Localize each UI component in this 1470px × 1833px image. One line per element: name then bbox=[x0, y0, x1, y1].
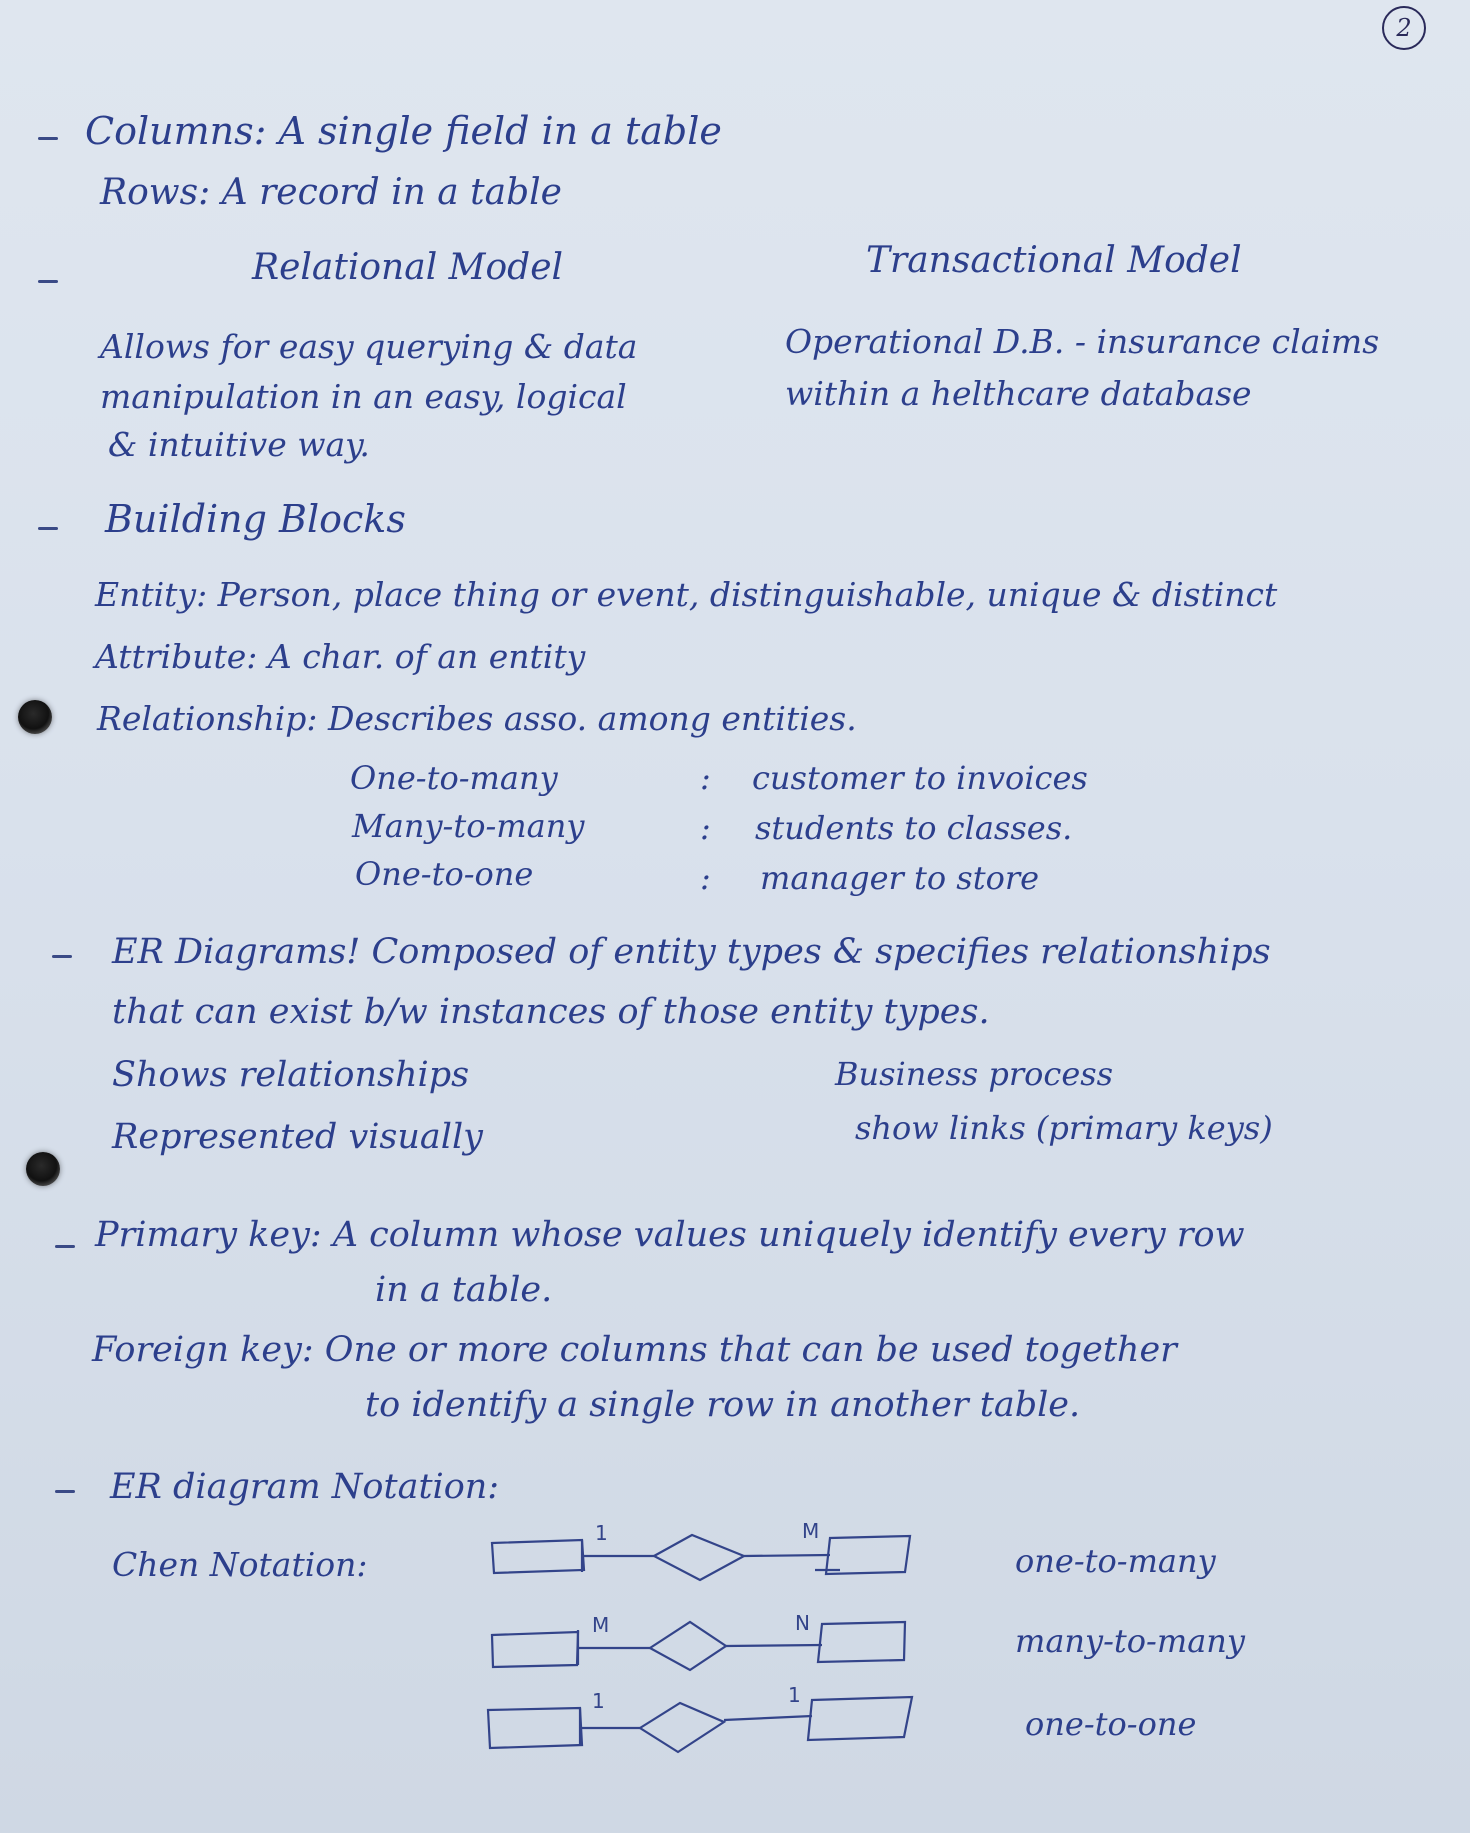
relational-line-1: Allows for easy querying & data bbox=[100, 327, 638, 366]
relationship-kind-3: One-to-one bbox=[355, 855, 534, 893]
chen-row-one-to-one bbox=[488, 1683, 912, 1752]
chen-row-one-to-many bbox=[492, 1519, 910, 1580]
notation-heading: ER diagram Notation: bbox=[110, 1467, 500, 1507]
notation-label-one-to-many: one-to-many bbox=[1015, 1542, 1216, 1580]
connector-line bbox=[724, 1716, 812, 1720]
entity-box-right bbox=[826, 1536, 910, 1574]
relationship-separator: : bbox=[700, 759, 711, 797]
building-blocks-heading: Building Blocks bbox=[105, 497, 406, 541]
relationship-kind-1: One-to-many bbox=[350, 759, 558, 797]
transactional-line-1: Operational D.B. - insurance claims bbox=[785, 322, 1380, 361]
transactional-model-heading: Transactional Model bbox=[866, 240, 1242, 281]
transactional-line-2: within a helthcare database bbox=[785, 374, 1252, 413]
notation-label-many-to-many: many-to-many bbox=[1015, 1622, 1245, 1660]
chen-notation-label: Chen Notation: bbox=[112, 1545, 368, 1584]
entity-box-right bbox=[808, 1697, 912, 1740]
connector-line bbox=[744, 1555, 830, 1556]
rows-definition: Rows: A record in a table bbox=[100, 172, 562, 213]
relationship-definition: Relationship: Describes asso. among entities. bbox=[97, 699, 857, 738]
connector-line bbox=[726, 1645, 822, 1646]
foreign-key-line-2: to identify a single row in another table. bbox=[365, 1385, 1081, 1425]
cardinality-right: 1 bbox=[788, 1683, 801, 1707]
cardinality-left: 1 bbox=[592, 1689, 605, 1713]
relational-model-heading: Relational Model bbox=[252, 247, 564, 288]
page-number: 2 bbox=[1382, 6, 1426, 50]
relationship-diamond bbox=[650, 1622, 726, 1670]
er-diagrams-right-2: show links (primary keys) bbox=[855, 1109, 1273, 1147]
entity-box-right bbox=[818, 1622, 905, 1662]
foreign-key-line-1: Foreign key: One or more columns that can be used together bbox=[92, 1330, 1177, 1370]
er-diagrams-line-1: ER Diagrams! Composed of entity types & specifies relationships bbox=[112, 932, 1271, 972]
cardinality-left: M bbox=[592, 1613, 610, 1637]
relationship-separator: : bbox=[700, 809, 711, 847]
entity-box-left bbox=[492, 1632, 578, 1667]
er-diagrams-right-1: Business process bbox=[835, 1055, 1114, 1093]
relational-line-3: & intuitive way. bbox=[108, 425, 370, 464]
chen-row-many-to-many bbox=[492, 1611, 905, 1670]
cardinality-right: M bbox=[802, 1519, 820, 1543]
er-diagrams-left-1: Shows relationships bbox=[112, 1055, 470, 1095]
relationship-kind-2: Many-to-many bbox=[352, 807, 585, 845]
relationship-example-1: customer to invoices bbox=[752, 759, 1088, 797]
relationship-diamond bbox=[654, 1535, 744, 1580]
er-diagrams-line-2: that can exist b/w instances of those entity types. bbox=[112, 992, 990, 1032]
attribute-definition: Attribute: A char. of an entity bbox=[95, 637, 586, 676]
entity-box-left bbox=[492, 1540, 584, 1573]
relationship-separator: : bbox=[700, 859, 711, 897]
relationship-diamond bbox=[640, 1703, 724, 1752]
entity-definition: Entity: Person, place thing or event, distinguishable, unique & distinct bbox=[95, 575, 1278, 614]
columns-definition: Columns: A single field in a table bbox=[85, 109, 722, 153]
cardinality-right: N bbox=[795, 1611, 810, 1635]
entity-box-left bbox=[488, 1708, 582, 1748]
notation-label-one-to-one: one-to-one bbox=[1025, 1705, 1197, 1743]
cardinality-left: 1 bbox=[595, 1521, 608, 1545]
primary-key-line-2: in a table. bbox=[375, 1270, 553, 1310]
relationship-example-2: students to classes. bbox=[755, 809, 1073, 847]
relationship-example-3: manager to store bbox=[760, 859, 1040, 897]
er-diagrams-left-2: Represented visually bbox=[112, 1117, 483, 1157]
primary-key-line-1: Primary key: A column whose values uniquely identify every row bbox=[95, 1215, 1245, 1255]
relational-line-2: manipulation in an easy, logical bbox=[100, 377, 627, 416]
